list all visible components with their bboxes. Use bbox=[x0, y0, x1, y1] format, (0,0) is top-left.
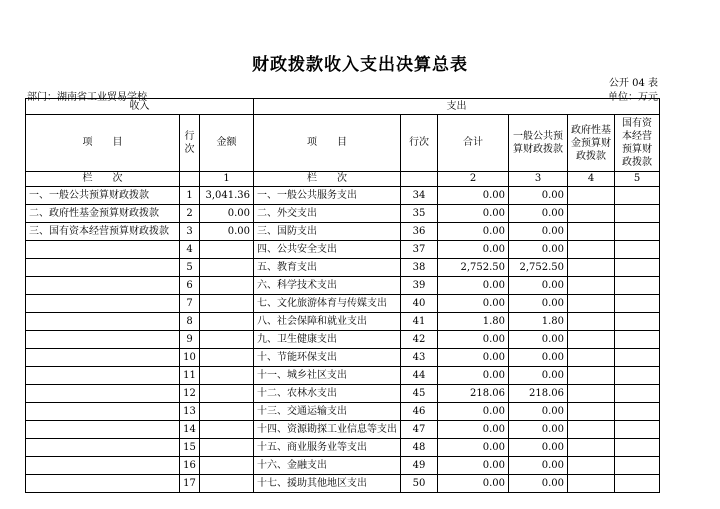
table-row bbox=[26, 457, 660, 475]
gov-fund-cell bbox=[568, 421, 615, 439]
expense-line-no-cell: 35 bbox=[401, 205, 438, 223]
income-line-no-cell: 14 bbox=[180, 421, 200, 439]
expense-line-no-cell: 49 bbox=[401, 457, 438, 475]
expense-header: 支出 bbox=[254, 99, 660, 115]
income-line-no-cell: 8 bbox=[180, 313, 200, 331]
income-item-cell bbox=[26, 421, 180, 439]
gov-fund-cell bbox=[568, 259, 615, 277]
income-amount-cell bbox=[200, 421, 254, 439]
table-row bbox=[26, 277, 660, 295]
general-budget-cell: 0.00 bbox=[509, 277, 568, 295]
state-capital-cell bbox=[615, 403, 660, 421]
final-accounts-table bbox=[25, 98, 660, 493]
gov-fund-cell bbox=[568, 439, 615, 457]
table-row bbox=[26, 295, 660, 313]
table-row bbox=[26, 367, 660, 385]
expense-item-cell: 三、国防支出 bbox=[254, 223, 401, 241]
general-budget-cell: 0.00 bbox=[509, 421, 568, 439]
state-capital-cell bbox=[615, 457, 660, 475]
expense-line-no-cell: 39 bbox=[401, 277, 438, 295]
state-capital-cell bbox=[615, 259, 660, 277]
general-budget-cell: 0.00 bbox=[509, 295, 568, 313]
expense-line-no-cell: 34 bbox=[401, 187, 438, 205]
income-amount-cell bbox=[200, 403, 254, 421]
income-line-no-cell: 3 bbox=[180, 223, 200, 241]
total-cell: 0.00 bbox=[438, 331, 509, 349]
income-amount-cell: 0.00 bbox=[200, 205, 254, 223]
expense-item-cell: 二、外交支出 bbox=[254, 205, 401, 223]
expense-item-cell: 八、社会保障和就业支出 bbox=[254, 313, 401, 331]
general-budget-cell: 0.00 bbox=[509, 457, 568, 475]
general-budget-cell: 218.06 bbox=[509, 385, 568, 403]
table-row bbox=[26, 205, 660, 223]
income-line-no-cell: 16 bbox=[180, 457, 200, 475]
expense-line-no-cell: 41 bbox=[401, 313, 438, 331]
expense-line-no-header: 行次 bbox=[401, 115, 438, 172]
income-amount-cell bbox=[200, 349, 254, 367]
total-cell: 0.00 bbox=[438, 457, 509, 475]
total-cell: 0.00 bbox=[438, 223, 509, 241]
income-line-no-cell: 5 bbox=[180, 259, 200, 277]
expense-item-cell: 十六、金融支出 bbox=[254, 457, 401, 475]
expense-line-no-cell: 43 bbox=[401, 349, 438, 367]
general-budget-cell: 0.00 bbox=[509, 205, 568, 223]
expense-item-cell: 七、文化旅游体育与传媒支出 bbox=[254, 295, 401, 313]
income-item-cell bbox=[26, 367, 180, 385]
table-row bbox=[26, 241, 660, 259]
table-row bbox=[26, 187, 660, 205]
gov-fund-cell bbox=[568, 367, 615, 385]
table-row bbox=[26, 331, 660, 349]
total-cell: 0.00 bbox=[438, 403, 509, 421]
department-label: 部门：湖南省工业贸易学校 bbox=[27, 92, 147, 103]
income-item-cell bbox=[26, 457, 180, 475]
state-capital-cell bbox=[615, 385, 660, 403]
income-line-no-cell: 4 bbox=[180, 241, 200, 259]
state-capital-cell bbox=[615, 187, 660, 205]
expense-line-no-cell: 40 bbox=[401, 295, 438, 313]
income-line-no-cell: 17 bbox=[180, 475, 200, 493]
income-line-no-cell: 13 bbox=[180, 403, 200, 421]
table-row bbox=[26, 439, 660, 457]
income-amount-cell bbox=[200, 385, 254, 403]
expense-item-cell: 十七、援助其他地区支出 bbox=[254, 475, 401, 493]
state-capital-cell bbox=[615, 223, 660, 241]
column-no-3: 3 bbox=[509, 172, 568, 187]
income-item-cell bbox=[26, 277, 180, 295]
income-item-cell bbox=[26, 331, 180, 349]
total-cell: 0.00 bbox=[438, 475, 509, 493]
income-item-cell: 二、政府性基金预算财政拨款 bbox=[26, 205, 180, 223]
income-column-no-label: 栏 次 bbox=[26, 172, 180, 187]
income-amount-cell bbox=[200, 241, 254, 259]
table-row bbox=[26, 475, 660, 493]
general-budget-header: 一般公共预算财政拨款 bbox=[509, 115, 568, 172]
income-item-cell bbox=[26, 241, 180, 259]
income-item-cell: 三、国有资本经营预算财政拨款 bbox=[26, 223, 180, 241]
total-cell: 0.00 bbox=[438, 439, 509, 457]
state-capital-cell bbox=[615, 241, 660, 259]
state-capital-cell bbox=[615, 277, 660, 295]
income-amount-cell bbox=[200, 457, 254, 475]
gov-fund-cell bbox=[568, 385, 615, 403]
state-capital-cell bbox=[615, 475, 660, 493]
column-no-4: 4 bbox=[568, 172, 615, 187]
expense-line-no-cell: 42 bbox=[401, 331, 438, 349]
state-capital-cell bbox=[615, 313, 660, 331]
expense-line-no-cell: 46 bbox=[401, 403, 438, 421]
unit-label: 单位：万元 bbox=[608, 92, 658, 103]
expense-line-no-cell: 47 bbox=[401, 421, 438, 439]
total-cell: 0.00 bbox=[438, 205, 509, 223]
state-capital-cell bbox=[615, 331, 660, 349]
table-row bbox=[26, 421, 660, 439]
income-line-no-cell: 12 bbox=[180, 385, 200, 403]
income-amount-cell: 0.00 bbox=[200, 223, 254, 241]
income-amount-cell bbox=[200, 331, 254, 349]
column-no-1: 1 bbox=[200, 172, 254, 187]
income-line-no-cell: 9 bbox=[180, 331, 200, 349]
income-item-cell bbox=[26, 313, 180, 331]
table-row bbox=[26, 385, 660, 403]
state-capital-header: 国有资本经营预算财政拨款 bbox=[615, 115, 660, 172]
state-capital-cell bbox=[615, 205, 660, 223]
table-row bbox=[26, 223, 660, 241]
income-header: 收入 bbox=[26, 99, 254, 115]
expense-item-cell: 十五、商业服务业等支出 bbox=[254, 439, 401, 457]
income-line-no-cell: 15 bbox=[180, 439, 200, 457]
gov-fund-cell bbox=[568, 277, 615, 295]
general-budget-cell: 0.00 bbox=[509, 439, 568, 457]
amount-header: 金额 bbox=[200, 115, 254, 172]
total-cell: 0.00 bbox=[438, 187, 509, 205]
general-budget-cell: 0.00 bbox=[509, 475, 568, 493]
gov-fund-cell bbox=[568, 223, 615, 241]
gov-fund-cell bbox=[568, 295, 615, 313]
expense-item-cell: 十三、交通运输支出 bbox=[254, 403, 401, 421]
general-budget-cell: 1.80 bbox=[509, 313, 568, 331]
income-line-no-cell: 11 bbox=[180, 367, 200, 385]
total-cell: 0.00 bbox=[438, 277, 509, 295]
general-budget-cell: 0.00 bbox=[509, 349, 568, 367]
gov-fund-cell bbox=[568, 331, 615, 349]
general-budget-cell: 0.00 bbox=[509, 223, 568, 241]
expense-item-cell: 十四、资源勘探工业信息等支出 bbox=[254, 421, 401, 439]
income-line-no-cell: 1 bbox=[180, 187, 200, 205]
gov-fund-cell bbox=[568, 349, 615, 367]
general-budget-cell: 0.00 bbox=[509, 241, 568, 259]
empty-cell bbox=[180, 172, 200, 187]
expense-item-cell: 六、科学技术支出 bbox=[254, 277, 401, 295]
income-amount-cell bbox=[200, 439, 254, 457]
expense-line-no-cell: 44 bbox=[401, 367, 438, 385]
state-capital-cell bbox=[615, 295, 660, 313]
expense-line-no-cell: 50 bbox=[401, 475, 438, 493]
income-line-no-cell: 2 bbox=[180, 205, 200, 223]
gov-fund-header: 政府性基金预算财政拨款 bbox=[568, 115, 615, 172]
gov-fund-cell bbox=[568, 205, 615, 223]
income-item-cell: 一、一般公共预算财政拨款 bbox=[26, 187, 180, 205]
column-no-5: 5 bbox=[615, 172, 660, 187]
total-cell: 0.00 bbox=[438, 421, 509, 439]
income-amount-cell bbox=[200, 295, 254, 313]
expense-item-cell: 五、教育支出 bbox=[254, 259, 401, 277]
table-row bbox=[26, 403, 660, 421]
income-item-cell bbox=[26, 385, 180, 403]
gov-fund-cell bbox=[568, 241, 615, 259]
table-row bbox=[26, 259, 660, 277]
general-budget-cell: 0.00 bbox=[509, 187, 568, 205]
total-cell: 0.00 bbox=[438, 241, 509, 259]
general-budget-cell: 0.00 bbox=[509, 403, 568, 421]
income-item-cell bbox=[26, 349, 180, 367]
expense-item-cell: 九、卫生健康支出 bbox=[254, 331, 401, 349]
expense-item-header: 项 目 bbox=[254, 115, 401, 172]
total-cell: 0.00 bbox=[438, 349, 509, 367]
income-line-no-header: 行次 bbox=[180, 115, 200, 172]
income-item-header: 项 目 bbox=[26, 115, 180, 172]
income-line-no-cell: 10 bbox=[180, 349, 200, 367]
table-row bbox=[26, 313, 660, 331]
income-amount-cell bbox=[200, 367, 254, 385]
expense-column-no-label: 栏 次 bbox=[254, 172, 401, 187]
income-item-cell bbox=[26, 439, 180, 457]
general-budget-cell: 0.00 bbox=[509, 331, 568, 349]
expense-item-cell: 一、一般公共服务支出 bbox=[254, 187, 401, 205]
state-capital-cell bbox=[615, 349, 660, 367]
income-amount-cell bbox=[200, 277, 254, 295]
income-amount-cell bbox=[200, 475, 254, 493]
total-cell: 2,752.50 bbox=[438, 259, 509, 277]
state-capital-cell bbox=[615, 439, 660, 457]
expense-line-no-cell: 38 bbox=[401, 259, 438, 277]
gov-fund-cell bbox=[568, 403, 615, 421]
general-budget-cell: 2,752.50 bbox=[509, 259, 568, 277]
page-title: 财政拨款收入支出决算总表 bbox=[252, 55, 468, 75]
income-item-cell bbox=[26, 403, 180, 421]
income-item-cell bbox=[26, 259, 180, 277]
empty-cell bbox=[401, 172, 438, 187]
gov-fund-cell bbox=[568, 457, 615, 475]
expense-line-no-cell: 36 bbox=[401, 223, 438, 241]
income-item-cell bbox=[26, 475, 180, 493]
income-amount-cell bbox=[200, 259, 254, 277]
income-line-no-cell: 6 bbox=[180, 277, 200, 295]
state-capital-cell bbox=[615, 421, 660, 439]
column-no-2: 2 bbox=[438, 172, 509, 187]
total-cell: 1.80 bbox=[438, 313, 509, 331]
general-budget-cell: 0.00 bbox=[509, 367, 568, 385]
income-item-cell bbox=[26, 295, 180, 313]
gov-fund-cell bbox=[568, 313, 615, 331]
total-cell: 0.00 bbox=[438, 295, 509, 313]
total-cell: 218.06 bbox=[438, 385, 509, 403]
table-row bbox=[26, 349, 660, 367]
expense-line-no-cell: 48 bbox=[401, 439, 438, 457]
income-amount-cell: 3,041.36 bbox=[200, 187, 254, 205]
income-amount-cell bbox=[200, 313, 254, 331]
expense-line-no-cell: 37 bbox=[401, 241, 438, 259]
state-capital-cell bbox=[615, 367, 660, 385]
expense-item-cell: 十、节能环保支出 bbox=[254, 349, 401, 367]
expense-item-cell: 四、公共安全支出 bbox=[254, 241, 401, 259]
total-header: 合计 bbox=[438, 115, 509, 172]
expense-item-cell: 十一、城乡社区支出 bbox=[254, 367, 401, 385]
gov-fund-cell bbox=[568, 187, 615, 205]
gov-fund-cell bbox=[568, 475, 615, 493]
income-line-no-cell: 7 bbox=[180, 295, 200, 313]
total-cell: 0.00 bbox=[438, 367, 509, 385]
expense-item-cell: 十二、农林水支出 bbox=[254, 385, 401, 403]
form-number: 公开 04 表 bbox=[608, 78, 658, 89]
expense-line-no-cell: 45 bbox=[401, 385, 438, 403]
